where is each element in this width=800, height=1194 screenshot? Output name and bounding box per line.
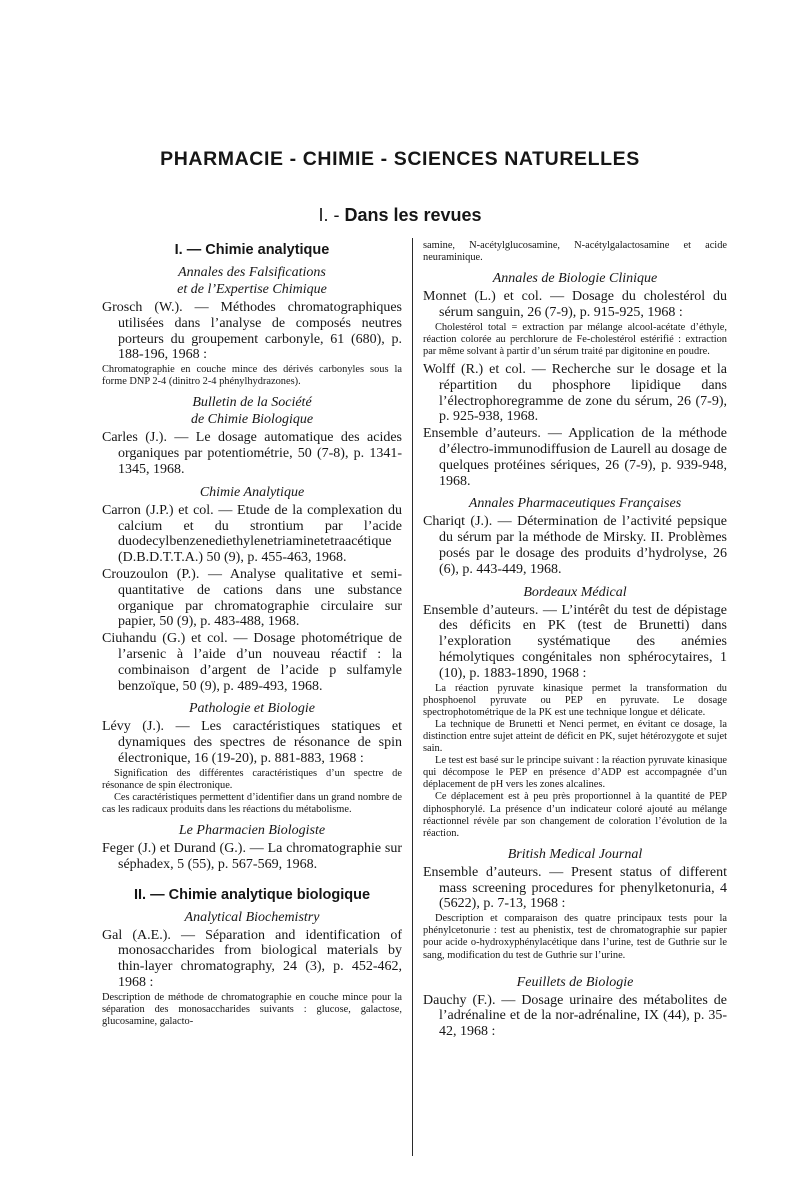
bibliography-entry: Ensemble d’auteurs. — Application de la méthode d’électro-immunodiffusion de Laurell au dosage de quelques protéines sériques, 26 (7-9), p. 939-948, 1968. bbox=[423, 426, 727, 489]
bibliography-entry: Ciuhandu (G.) et col. — Dosage photométrique de l’arsenic à l’aide d’un nouveau réactif : la combinaison d’argent de l’acide p sulfamyle benzoïque, 50 (9), p. 489-493, 1968. bbox=[102, 631, 402, 694]
entry-note: Ces caractéristiques permettent d’identifier dans un grand nombre de cas les radicaux produits dans les réactions du métabolisme. bbox=[102, 791, 402, 815]
journal-title: Bulletin de la Société de Chimie Biologique bbox=[190, 395, 314, 428]
section-heading: I. — Chimie analytique bbox=[174, 242, 330, 258]
journal-title: Annales de Biologie Clinique bbox=[492, 271, 658, 287]
journal-title: Bordeaux Médical bbox=[523, 584, 627, 600]
part-number: I. - bbox=[318, 205, 340, 225]
journal-title: Annales Pharmaceutiques Françaises bbox=[468, 496, 682, 512]
bibliography-entry: Monnet (L.) et col. — Dosage du cholestérol du sérum sanguin, 26 (7-9), p. 915-925, 1968 : bbox=[423, 289, 727, 320]
bibliography-entry: Chariqt (J.). — Détermination de l’activité pepsique du sérum par la méthode de Mirsky. II. Problèmes posés par le dosage des produits d’hydrolyse, 26 (6), p. 443-449, 1968. bbox=[423, 514, 727, 577]
entry-note: Ce déplacement est à peu près proportionnel à la quantité de PEP diphosphorylé. La présence d’un indicateur coloré ajouté au mélange réactionnel révèle par son changement de coloration l’évolution de la réaction. bbox=[423, 791, 727, 839]
bibliography-entry: Ensemble d’auteurs. — Present status of different mass screening procedures for phenylketonuria, 4 (5622), p. 7-13, 1968 : bbox=[423, 864, 727, 912]
entry-note: La réaction pyruvate kinasique permet la transformation du phosphoenol pyruvate ou PEP en pyruvate. Le dosage spectrophotométrique de la PK est une technique longue et délicate. bbox=[423, 682, 727, 718]
page-title: PHARMACIE - CHIMIE - SCIENCES NATURELLES bbox=[160, 148, 640, 170]
bibliography-entry: Dauchy (F.). — Dosage urinaire des métabolites de l’adrénaline et de la nor-adrénaline, IX (44), p. 35-42, 1968 : bbox=[423, 992, 727, 1040]
column-divider bbox=[412, 238, 413, 1156]
part-heading bbox=[0, 205, 800, 226]
journal-title: Analytical Biochemistry bbox=[184, 909, 320, 925]
entry-note: Le test est basé sur le principe suivant : la réaction pyruvate kinasique qui décompose le PEP en présence d’ADP est accompagnée d’un déplacement de pH vers les zones alcalines. bbox=[423, 755, 727, 791]
bibliography-entry: Carron (J.P.) et col. — Etude de la complexation du calcium et du strontium par l’acide duodecylbenzenediethylenetriaminetetraacétique (D.B.D.T.T.A.) 50 (9), p. 455-463, 1968. bbox=[102, 502, 402, 566]
entry-note: samine, N-acétylglucosamine, N-acétylgalactosamine et acide neuraminique. bbox=[423, 240, 727, 264]
journal-title: Feuillets de Biologie bbox=[516, 974, 634, 990]
journal-title: Annales des Falsifications et de l’Expertise Chimique bbox=[177, 265, 327, 297]
journal-title: Pathologie et Biologie bbox=[189, 701, 315, 717]
journal-title: Le Pharmacien Biologiste bbox=[178, 823, 326, 839]
bibliography-entry: Crouzoulon (P.). — Analyse qualitative et semi-quantitative de cations dans une substance organique par chromatographie circulaire sur papier, 50 (9), p. 483-488, 1968. bbox=[102, 566, 402, 630]
entry-note: Signification des différentes caractéristiques d’un spectre de résonance de spin électronique. bbox=[102, 767, 402, 791]
entry-note: Description et comparaison des quatre principaux tests pour la phénylcetonurie : test au phenistix, test de chromatographie sur papier pour acide o-hydroxyphénylacétique dans l’urine, test de Guthrie sur le sang, modification du test de Guthrie sur l’urine. bbox=[423, 913, 727, 961]
entry-note: Description de méthode de chromatographie en couche mince pour la séparation des monosaccharides suivants : glucose, galactose, glucosamine, galacto- bbox=[102, 991, 402, 1028]
bibliography-entry: Ensemble d’auteurs. — L’intérêt du test de dépistage des déficits en PK (test de Brunetti) dans l’exploration systématique des anémies hémolytiques congénitales non sphérocytaires, 1 (10), p. 1883-1890, 1968 : bbox=[423, 602, 727, 681]
left-column bbox=[102, 240, 402, 1180]
entry-note: Cholestérol total = extraction par mélange alcool-acétate d’éthyle, réaction colorée au perchlorure de Fe-cholestérol estérifié : extraction par même solvant à partir d’un sérum traité par digitonine en poudre. bbox=[423, 321, 727, 357]
bibliography-entry: Gal (A.E.). — Séparation and identification of monosaccharides from biological materials by thin-layer chromatography, 24 (3), p. 452-462, 1968 : bbox=[102, 927, 402, 991]
bibliography-entry: Feger (J.) et Durand (G.). — La chromatographie sur séphadex, 5 (55), p. 567-569, 1968. bbox=[102, 841, 402, 872]
bibliography-entry: Lévy (J.). — Les caractéristiques statiques et dynamiques des spectres de résonance de spin électronique, 16 (19-20), p. 881-883, 1968 : bbox=[102, 719, 402, 766]
part-title: Dans les revues bbox=[344, 205, 482, 225]
entry-note: Chromatographie en couche mince des dérivés carbonyles sous la forme DNP 2-4 (dinitro 2-4 phénylhydrazones). bbox=[102, 364, 402, 388]
bibliography-entry: Wolff (R.) et col. — Recherche sur le dosage et la répartition du phosphore lipidique dans l’électrophoregramme de zone du sérum, 26 (7-9), p. 925-938, 1968. bbox=[423, 362, 727, 425]
right-column bbox=[423, 240, 727, 1180]
journal-title: Chimie Analytique bbox=[199, 484, 305, 500]
entry-note: La technique de Brunetti et Nenci permet, en évitant ce dosage, la distinction entre sujet atteint de déficit en PK, sujet hétérozygote et sujet sain. bbox=[423, 718, 727, 755]
bibliography-entry: Grosch (W.). — Méthodes chromatographiques utilisées dans l’analyse de composés neutres porteurs du groupement carbonyle, 61 (680), p. 188-196, 1968 : bbox=[102, 300, 402, 363]
bibliography-entry: Carles (J.). — Le dosage automatique des acides organiques par potentiométrie, 50 (7-8), p. 1341-1345, 1968. bbox=[102, 430, 402, 477]
journal-title: British Medical Journal bbox=[507, 846, 643, 862]
section-heading: II. — Chimie analytique biologique bbox=[133, 886, 371, 903]
